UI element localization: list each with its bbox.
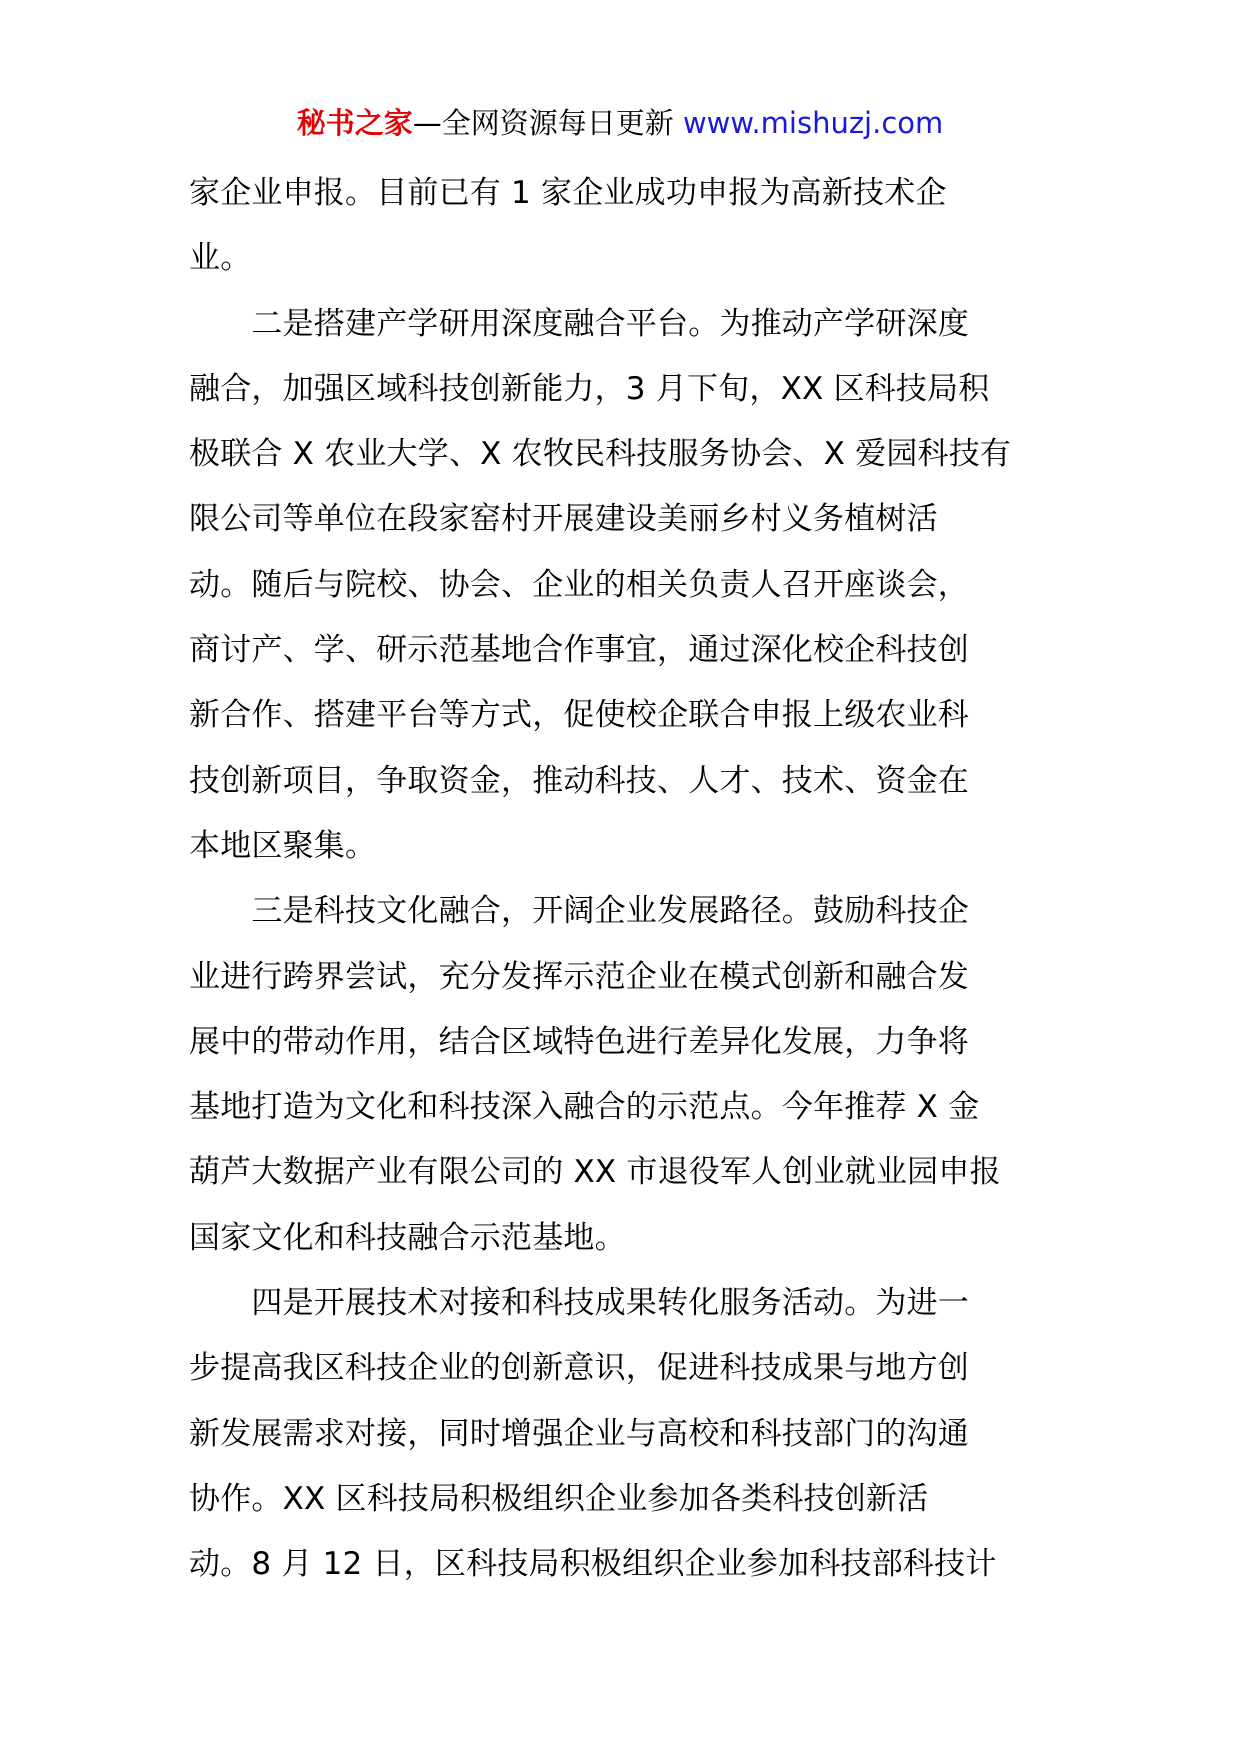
text-line: 业。 (189, 240, 252, 277)
text-line: 国家文化和科技融合示范基地。 (189, 1219, 626, 1256)
text-line: 限公司等单位在段家窑村开展建设美丽乡村义务植树活 (189, 501, 938, 538)
text-line: 步提高我区科技企业的创新意识，促进科技成果与地方创 (189, 1350, 969, 1387)
text-line: 二是搭建产学研用深度融合平台。为推动产学研深度 (189, 305, 969, 342)
page-header (0, 103, 1240, 143)
text-line: 商讨产、学、研示范基地合作事宜，通过深化校企科技创 (189, 632, 969, 669)
document-body (189, 161, 1055, 1598)
text-line: 新合作、搭建平台等方式，促使校企联合申报上级农业科 (189, 697, 969, 734)
text-line: 四是开展技术对接和科技成果转化服务活动。为进一 (189, 1285, 969, 1322)
text-line: 新发展需求对接，同时增强企业与高校和科技部门的沟通 (189, 1415, 969, 1452)
text-line: 动。8 月 12 日，区科技局积极组织企业参加科技部科技计 (189, 1546, 997, 1583)
text-line: 家企业申报。目前已有 1 家企业成功申报为高新技术企 (189, 175, 947, 211)
text-line: 业进行跨界尝试，充分发挥示范企业在模式创新和融合发 (189, 958, 969, 995)
text-line: 三是科技文化融合，开阔企业发展路径。鼓励科技企 (189, 893, 969, 930)
text-line: 基地打造为文化和科技深入融合的示范点。今年推荐 X 金 (189, 1089, 980, 1126)
text-line: 本地区聚集。 (189, 827, 377, 864)
text-line: 技创新项目，争取资金，推动科技、人才、技术、资金在 (189, 762, 969, 799)
text-line: 极联合 X 农业大学、X 农牧民科技服务协会、X 爱园科技有 (189, 436, 1012, 473)
text-line: 融合，加强区域科技创新能力，3 月下旬，XX 区科技局积 (189, 370, 990, 407)
site-url-link[interactable]: www.mishuzj.com (682, 106, 944, 140)
text-line: 动。随后与院校、协会、企业的相关负责人召开座谈会， (189, 566, 969, 603)
brand-name: 秘书之家 (296, 106, 413, 140)
header-tagline: —全网资源每日更新 (412, 106, 674, 140)
text-line: 展中的带动作用，结合区域特色进行差异化发展，力争将 (189, 1023, 969, 1060)
text-line: 葫芦大数据产业有限公司的 XX 市退役军人创业就业园申报 (189, 1154, 1001, 1191)
text-line: 协作。XX 区科技局积极组织企业参加各类科技创新活 (189, 1480, 929, 1517)
